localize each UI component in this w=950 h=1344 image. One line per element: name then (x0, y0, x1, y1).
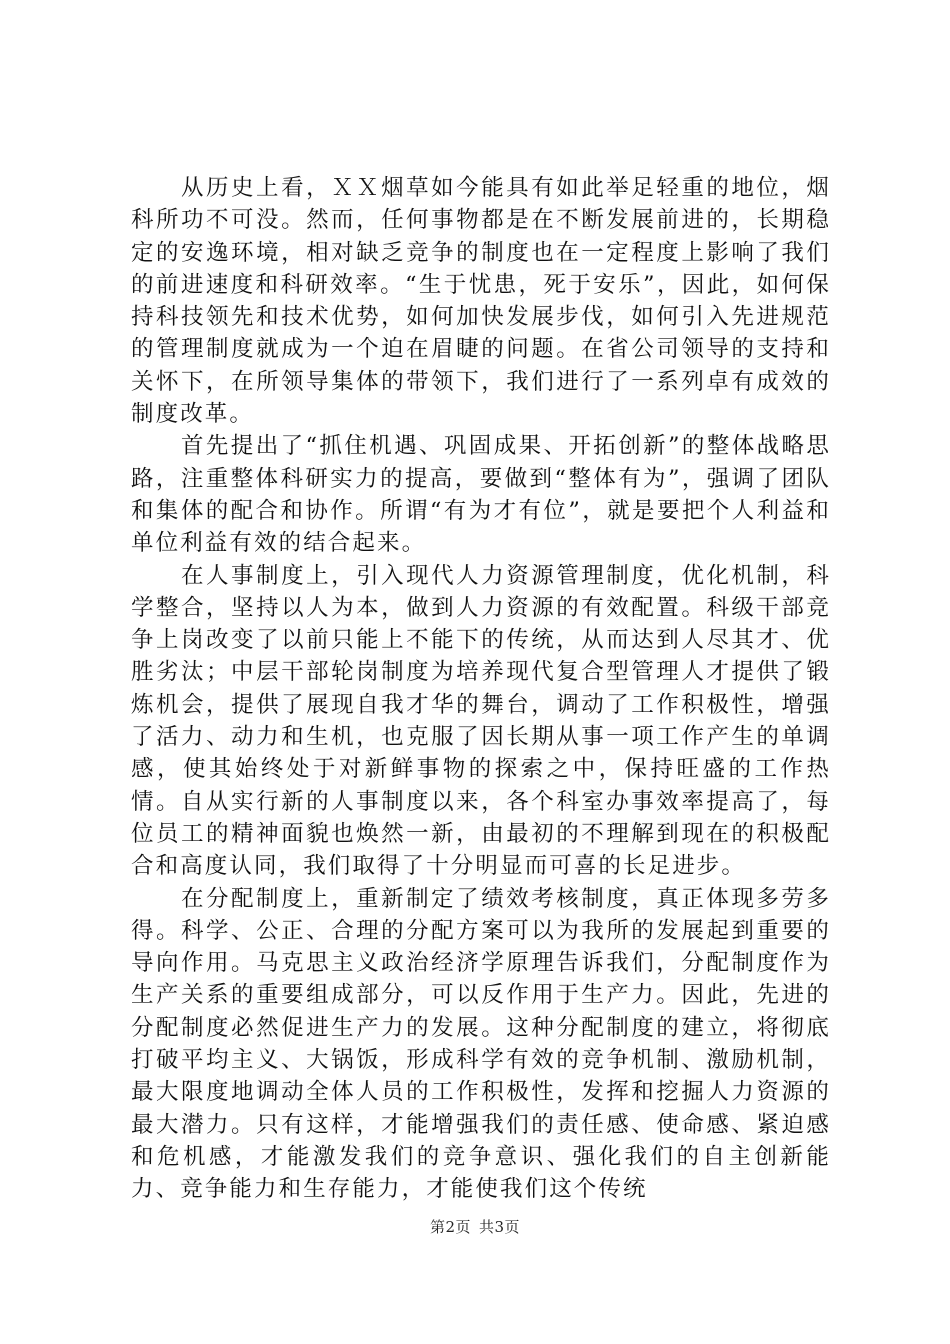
page-total: 共3页 (479, 1218, 521, 1236)
paragraph-distribution-system: 在分配制度上，重新制定了绩效考核制度，真正体现多劳多得。科学、公正、合理的分配方案可以为我所的发展起到重要的导向作用。马克思主义政治经济学原理告诉我们，分配制度作为生产关系的重要组成部分，可以反作用于生产力。因此，先进的分配制度必然促进生产力的发展。这种分配制度的建立，将彻底打破平均主义、大锅饭，形成科学有效的竞争机制、激励机制，最大限度地调动全体人员的工作积极性，发挥和挖掘人力资源的最大潜力。只有这样，才能增强我们的责任感、使命感、紧迫感和危机感，才能激发我们的竞争意识、强化我们的自主创新能力、竞争能力和生存能力，才能使我们这个传统 (131, 885, 831, 1203)
paragraph-personnel-system: 在人事制度上，引入现代人力资源管理制度，优化机制，科学整合，坚持以人为本，做到人力资源的有效配置。科级干部竞争上岗改变了以前只能上不能下的传统，从而达到人尽其才、优胜劣汰；中层干部轮岗制度为培养现代复合型管理人才提供了锻炼机会，提供了展现自我才华的舞台，调动了工作积极性，增强了活力、动力和生机，也克服了因长期从事一项工作产生的单调感，使其始终处于对新鲜事物的探索之中，保持旺盛的工作热情。自从实行新的人事制度以来，各个科室办事效率提高了，每位员工的精神面貌也焕然一新，由最初的不理解到现在的积极配合和高度认同，我们取得了十分明显而可喜的长足进步。 (131, 562, 831, 880)
page-footer (0, 1216, 950, 1237)
body-text (131, 172, 831, 1206)
paragraph-history: 从历史上看，ＸＸ烟草如今能具有如此举足轻重的地位，烟科所功不可没。然而，任何事物都是在不断发展前进的，长期稳定的安逸环境，相对缺乏竞争的制度也在一定程度上影响了我们的前进速度和科研效率。“生于忧患，死于安乐”，因此，如何保持科技领先和技术优势，如何加快发展步伐，如何引入先进规范的管理制度就成为一个迫在眉睫的问题。在省公司领导的支持和关怀下，在所领导集体的带领下，我们进行了一系列卓有成效的制度改革。 (131, 175, 831, 428)
paragraph-strategy: 首先提出了“抓住机遇、巩固成果、开拓创新”的整体战略思路，注重整体科研实力的提高，要做到“整体有为”，强调了团队和集体的配合和协作。所谓“有为才有位”，就是要把个人利益和单位利益有效的结合起来。 (131, 433, 831, 557)
page-number: 第2页 (429, 1218, 471, 1236)
